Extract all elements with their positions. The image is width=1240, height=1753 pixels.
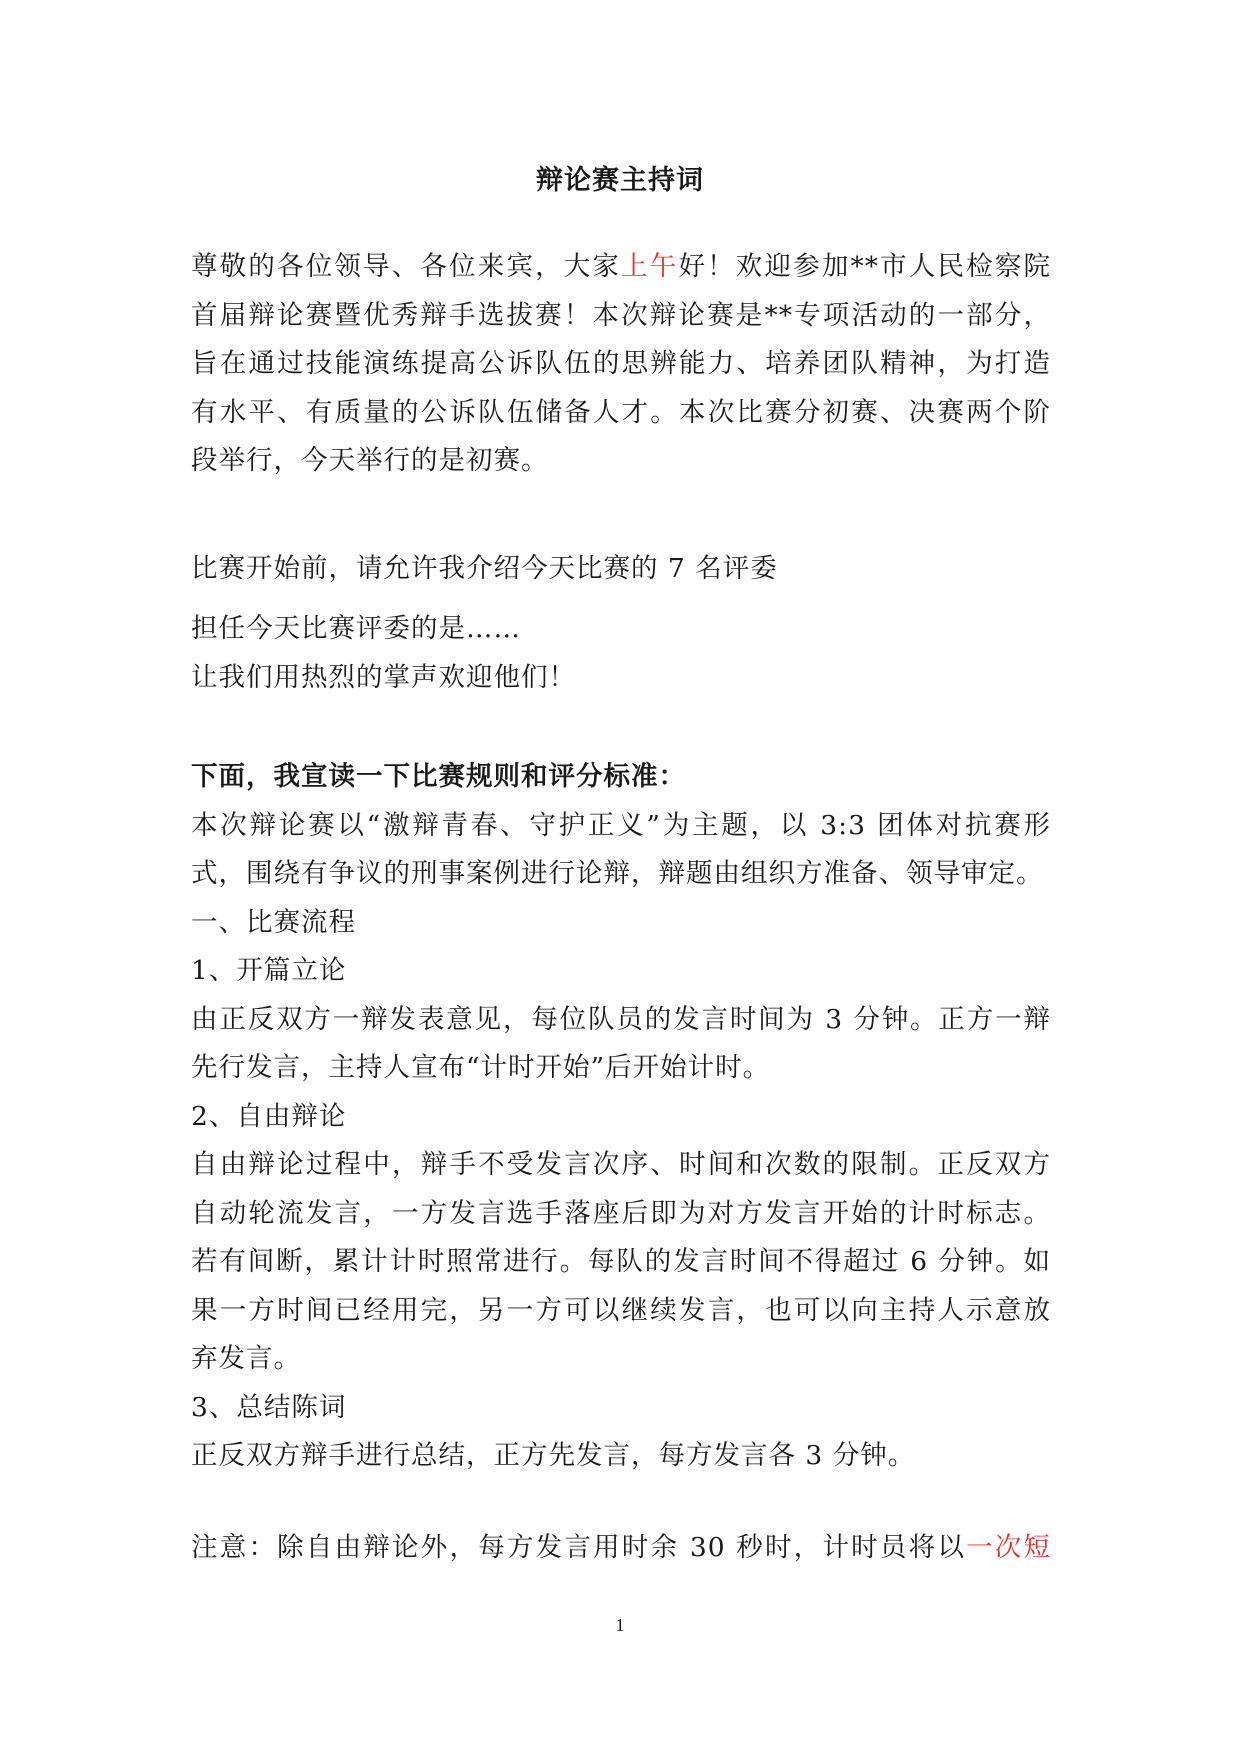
text-line: 旨在通过技能演练提高公诉队伍的思辨能力、培养团队精神，为打造: [191, 348, 1051, 379]
highlighted-text: 上午: [621, 251, 679, 282]
rules-section: [191, 753, 1051, 1481]
text-line: 先行发言，主持人宣布“计时开始”后开始计时。: [191, 1052, 771, 1083]
text-line: 有水平、有质量的公诉队伍储备人才。本次比赛分初赛、决赛两个阶: [191, 396, 1051, 428]
rules-heading: 下面，我宣读一下比赛规则和评分标准：: [191, 761, 686, 792]
text-line: 正反双方辩手进行总结，正方先发言，每方发言各 3 分钟。: [191, 1440, 916, 1471]
text-line: 式，围绕有争议的刑事案例进行论辩，辩题由组织方准备、领导审定。: [191, 858, 1044, 889]
text-line: 若有间断，累计计时照常进行。每队的发言时间不得超过 6 分钟。如: [191, 1246, 1051, 1277]
judges-intro: [191, 545, 1051, 594]
note-paragraph: [191, 1524, 1051, 1573]
text-line: 弃发言。: [191, 1343, 301, 1374]
section-heading: 一、比赛流程: [191, 906, 356, 938]
text-line: 让我们用热烈的掌声欢迎他们！: [191, 661, 576, 693]
text-line: 比赛开始前，请允许我介绍今天比赛的 7 名评委: [191, 553, 778, 584]
text-line: 自由辩论过程中，辩手不受发言次序、时间和次数的限制。正反双方: [191, 1149, 1051, 1180]
text-line: 果一方时间已经用完，另一方可以继续发言，也可以向主持人示意放: [191, 1294, 1051, 1326]
text-line: 首届辩论赛暨优秀辩手选拔赛！本次辩论赛是**专项活动的一部分，: [191, 299, 1051, 331]
judges-list: [191, 605, 1051, 702]
text-line: 本次辩论赛以“激辩青春、守护正义”为主题，以 3:3 团体对抗赛形: [191, 809, 1051, 841]
intro-paragraph: [191, 243, 1051, 486]
document-title: 辩论赛主持词: [536, 165, 704, 196]
item-heading: 2、自由辩论: [191, 1100, 347, 1132]
item-heading: 1、开篇立论: [191, 955, 347, 986]
text-line: 自动轮流发言，一方发言选手落座后即为对方发言开始的计时标志。: [191, 1197, 1051, 1229]
highlighted-text: 一次短: [966, 1532, 1051, 1563]
text-line: 担任今天比赛评委的是……: [191, 613, 521, 644]
item-heading: 3、总结陈词: [191, 1391, 347, 1423]
page-number: 1: [615, 1615, 625, 1635]
text-line: 由正反双方一辩发表意见，每位队员的发言时间为 3 分钟。正方一辩: [191, 1003, 1051, 1035]
text-line: 注意：除自由辩论外，每方发言用时余 30 秒时，计时员将以一次短: [191, 1532, 1051, 1563]
text-line: 段举行，今天举行的是初赛。: [191, 445, 549, 476]
text-line: 尊敬的各位领导、各位来宾，大家上午好！欢迎参加**市人民检察院: [191, 251, 1052, 282]
